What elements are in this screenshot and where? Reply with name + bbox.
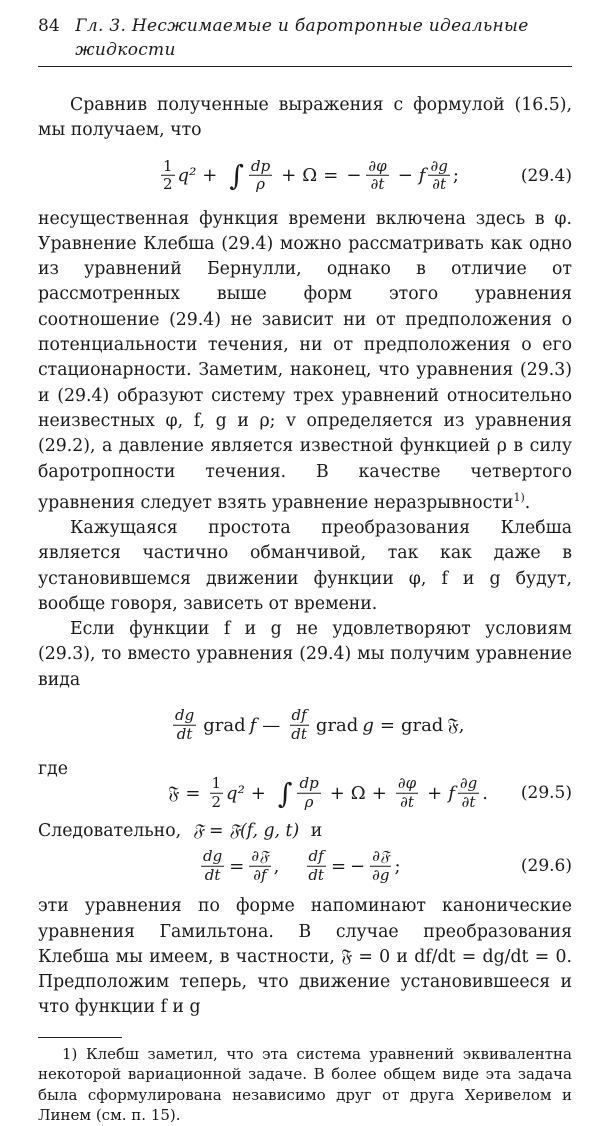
equation-number-29-4: (29.4) <box>520 165 572 186</box>
equation-number-29-5: (29.5) <box>520 782 572 803</box>
paragraph-3: Кажущаяся простота преобразования Клебша является частично обманчивой, так как даже в установившемся движении функции φ, f и g будут, вообще говоря, зависеть от времени. <box>38 517 572 614</box>
fraction-dp-rho: $\frac{dp}{\rho}$ <box>250 156 271 194</box>
consequently-line: Следовательно, 𝔉 = 𝔉(f, g, t) и <box>38 821 323 841</box>
page <box>38 14 572 1126</box>
paragraph-2: несущественная функция времени включена здесь в φ. Уравнение Клебша (29.4) можно рассматривать как одно из уравнений Бернулли, однако в отличие от рассмотренных выше форм этого уравнения соотношение (29.4) не зависит ни от предположения о потенциальности течения, ни от предположения о его стационарности. Заметим, наконец, что уравнения (29.3) и (29.4) образуют систему трех уравнений относительно неизвестных φ, f, g и ρ; v определяется из уравнения (29.2), а давление является известной функцией ρ в силу баротропности течения. В качестве четвертого уравнения следует взять уравнение неразрывности$^{1)}$. <box>38 208 572 513</box>
fraction-dphi-dt: $\frac{\partial\varphi}{\partial t}$ <box>368 156 387 194</box>
integral-sign: ∫ <box>229 159 244 193</box>
where-label: где <box>38 759 68 779</box>
footnote: 1) Клебш заметил, что эта система уравнений эквивалентна некоторой вариационной задаче. В более общем виде эта задача была сформулирована независимо друг от друга Херивелом и Линем (см. п. 15). <box>38 1044 572 1125</box>
running-head <box>38 14 572 67</box>
fraction-half: $\frac{1}{2}$ <box>163 156 173 194</box>
chapter-title: Гл. 3. Несжимаемые и баротропные идеальные жидкости <box>75 16 529 60</box>
paragraph-5: эти уравнения по форме напоминают канонические уравнения Гамильтона. В случае преобразования Клебша мы имеем, в частности, 𝔉 = 0 и df/dt = dg/dt = 0. Предположим теперь, что движение установившееся и что функции f и g <box>38 896 572 1018</box>
footnote-mark: 1) <box>513 490 525 504</box>
footnote-rule <box>38 1037 122 1038</box>
equation-29-6-body: $\frac{dg}{dt}$ = $\frac{\text{∂𝔉}}{\partial f}$ , $\frac{df}{dt}$ = − $\frac{\text{∂𝔉}}{\partial g}$ ; <box>203 847 401 884</box>
equation-29-5 <box>38 757 572 815</box>
equation-grad <box>38 696 572 754</box>
equation-grad-body: $\frac{dg}{dt}$ grad f — $\frac{df}{dt}$ grad g = grad 𝔉 , <box>175 705 465 743</box>
paragraph-1: Сравнив полученные выражения с формулой (16.5), мы получаем, что <box>38 95 572 141</box>
equation-number-29-6: (29.6) <box>520 856 572 877</box>
paragraph-4: Если функции f и g не удовлетворяют условиям (29.3), то вместо уравнения (29.4) мы получим уравнение вида <box>38 619 572 690</box>
page-number: 84 <box>38 16 60 36</box>
equation-29-4-body: $\frac{1}{2}$ q² + ∫ $\frac{dp}{\rho}$ + Ω = − $\frac{\partial\varphi}{\partial t}$ − f $\frac{\partial g}{\partial t}$ ; <box>163 156 459 194</box>
equation-29-4 <box>38 147 572 205</box>
equation-29-5-body: 𝔉 = $\frac{1}{2}$ q² + ∫ $\frac{dp}{\rho}$ + Ω + $\frac{\partial\varphi}{\partial t}$ + f $\frac{\partial g}{\partial t}$ . <box>168 773 488 811</box>
equation-29-6 <box>38 840 572 892</box>
fraction-dg-dt: $\frac{\partial g}{\partial t}$ <box>430 156 448 194</box>
